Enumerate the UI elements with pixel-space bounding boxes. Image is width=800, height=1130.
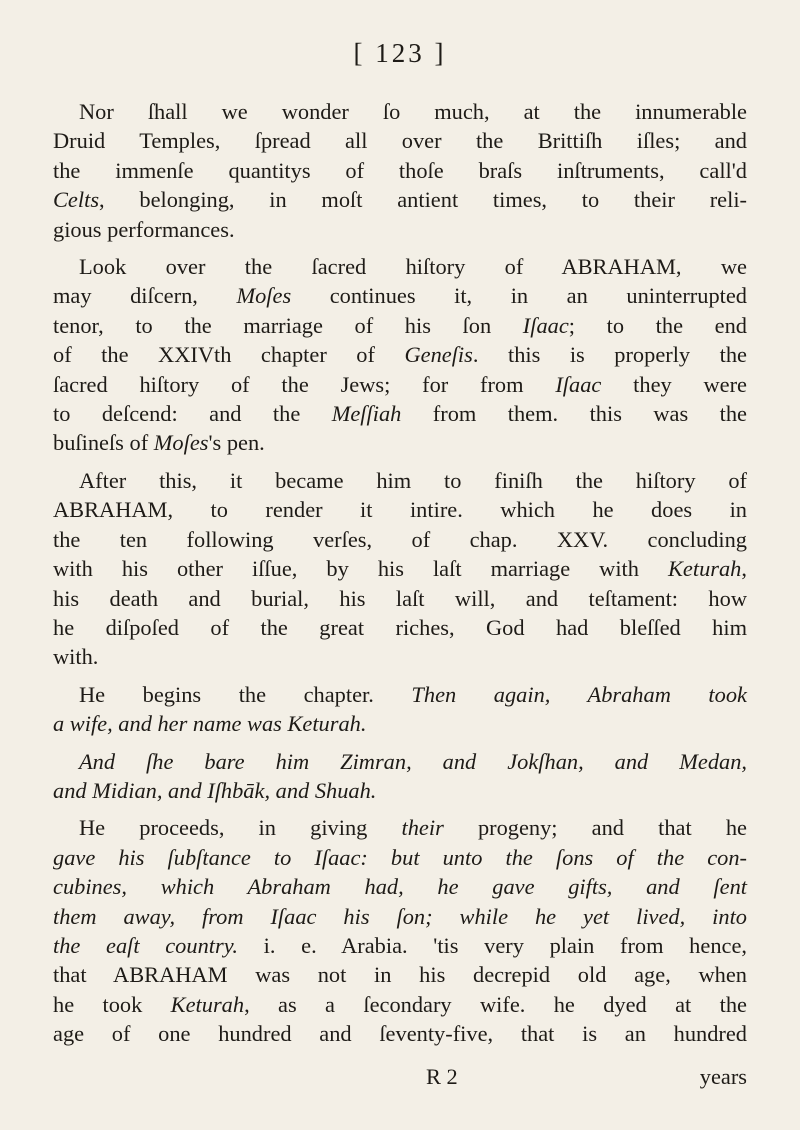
text-line: the immenſe quantitys of thoſe braſs inſtruments, call'd <box>53 157 747 183</box>
text-line: Druid Temples, ſpread all over the Brittiſh iſles; and <box>53 128 747 154</box>
text-line: and Midian, and Iſhbāk, and Shuah. <box>53 777 377 803</box>
text-line: may diſcern, Moſes continues it, in an uninterrupted <box>53 283 747 309</box>
text-line: the ten following verſes, of chap. XXV. concluding <box>53 526 747 552</box>
text-line: the eaſt country. i. e. Arabia. 'tis very plain from hence, <box>53 932 747 958</box>
text-line: he took Keturah, as a ſecondary wife. he dyed at the <box>53 991 747 1017</box>
text-line: Nor ſhall we wonder ſo much, at the innumerable <box>79 99 747 124</box>
paragraph-gap <box>53 458 747 466</box>
paragraph <box>53 680 747 739</box>
paragraph <box>53 466 747 672</box>
paragraph-gap <box>53 739 747 747</box>
text-line: buſineſs of Moſes's pen. <box>53 430 265 456</box>
text-line: of the XXIVth chapter of Geneſis. this is properly the <box>53 342 747 368</box>
text-line: gious performances. <box>53 216 235 242</box>
text-line: he diſpoſed of the great riches, God had bleſſed him <box>53 614 747 640</box>
text-line: age of one hundred and ſeventy-five, that is an hundred <box>53 1021 747 1047</box>
signature-mark: R 2 <box>426 1064 458 1089</box>
text-line: Celts, belonging, in moſt antient times, to their reli- <box>53 187 747 213</box>
paragraph <box>53 813 747 1048</box>
text-line: He begins the chapter. Then again, Abraham took <box>79 681 747 707</box>
text-body <box>53 97 747 1049</box>
page-number-header: [ 123 ] <box>353 38 447 68</box>
text-line: that ABRAHAM was not in his decrepid old age, when <box>53 962 747 988</box>
paragraph-gap <box>53 244 747 252</box>
paragraph <box>53 252 747 458</box>
text-line: gave his ſubſtance to Iſaac: but unto the ſons of the con- <box>53 844 747 870</box>
text-line: his death and burial, his laſt will, and teſtament: how <box>53 585 747 611</box>
paragraph-gap <box>53 805 747 813</box>
text-line: with. <box>53 644 99 670</box>
text-line: tenor, to the marriage of his ſon Iſaac; to the end <box>53 312 747 338</box>
text-line: After this, it became him to finiſh the hiſtory of <box>79 467 747 493</box>
catchword: years <box>699 1064 747 1089</box>
text-line: ABRAHAM, to render it intire. which he does in <box>53 497 747 523</box>
text-line: He proceeds, in giving their progeny; and that he <box>79 815 747 841</box>
paragraph <box>53 747 747 806</box>
text-line: Look over the ſacred hiſtory of ABRAHAM, we <box>79 254 747 280</box>
text-line: with his other iſſue, by his laſt marriage with Keturah, <box>53 556 747 582</box>
page-footer <box>53 1064 747 1094</box>
paragraph <box>53 97 747 244</box>
text-line: to deſcend: and the Meſſiah from them. this was the <box>53 401 747 427</box>
paragraph-gap <box>53 672 747 680</box>
text-line: a wife, and her name was Keturah. <box>53 711 367 737</box>
text-line: ſacred hiſtory of the Jews; for from Iſaac they were <box>53 371 747 397</box>
text-line: cubines, which Abraham had, he gave gifts, and ſent <box>53 874 747 900</box>
text-line: them away, from Iſaac his ſon; while he yet lived, into <box>53 903 747 929</box>
text-line: And ſhe bare him Zimran, and Jokſhan, and Medan, <box>79 748 747 774</box>
